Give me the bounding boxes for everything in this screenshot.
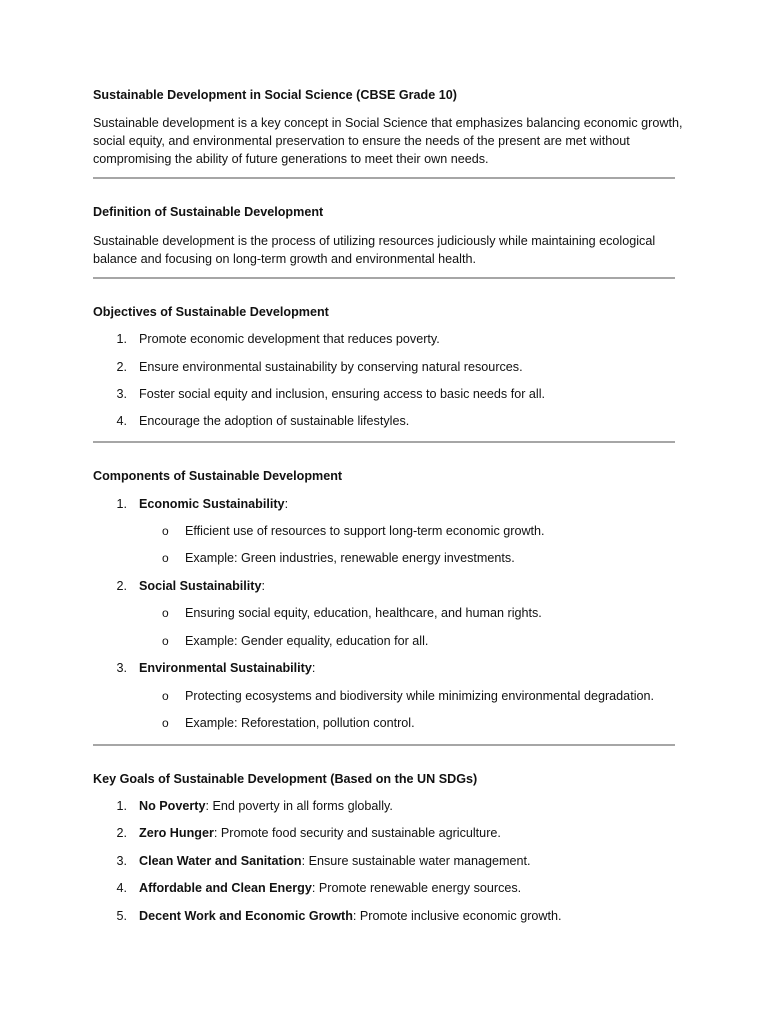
goals-heading: Key Goals of Sustainable Development (Based on the UN SDGs) bbox=[93, 772, 478, 786]
item-text: : End poverty in all forms globally. bbox=[205, 799, 393, 813]
list-item bbox=[139, 854, 531, 868]
item-title: Decent Work and Economic Growth bbox=[139, 909, 353, 923]
bullet-icon: o bbox=[162, 606, 169, 620]
intro-paragraph: Sustainable development is a key concept in Social Science that emphasizes balancing economic growth, social equity, and environmental preservation to ensure the needs of the present are met without compromising the ability of future generations to meet their own needs. bbox=[93, 116, 683, 166]
section-divider bbox=[93, 744, 675, 746]
item-title: Social Sustainability bbox=[139, 579, 262, 593]
sub-item: Efficient use of resources to support long-term economic growth. bbox=[185, 524, 545, 538]
list-number: 1. bbox=[116, 497, 127, 511]
document-title: Sustainable Development in Social Science (CBSE Grade 10) bbox=[93, 88, 457, 102]
item-suffix: : bbox=[284, 497, 289, 511]
definition-heading: Definition of Sustainable Development bbox=[93, 205, 324, 219]
list-item bbox=[139, 909, 562, 923]
objectives-heading: Objectives of Sustainable Development bbox=[93, 305, 329, 319]
list-item: Foster social equity and inclusion, ensuring access to basic needs for all. bbox=[139, 387, 546, 401]
list-number: 1. bbox=[116, 799, 127, 813]
list-item bbox=[139, 881, 521, 895]
section-divider bbox=[93, 177, 675, 179]
bullet-icon: o bbox=[162, 634, 169, 648]
item-suffix: : bbox=[261, 579, 265, 593]
item-title: Affordable and Clean Energy bbox=[139, 881, 312, 895]
bullet-icon: o bbox=[162, 716, 169, 730]
item-text: : Promote inclusive economic growth. bbox=[352, 909, 562, 923]
list-item bbox=[139, 799, 393, 813]
components-heading: Components of Sustainable Development bbox=[93, 469, 343, 483]
list-item: Ensure environmental sustainability by conserving natural resources. bbox=[139, 360, 523, 374]
list-number: 2. bbox=[116, 579, 127, 593]
bullet-icon: o bbox=[162, 551, 169, 565]
item-suffix: : bbox=[311, 661, 316, 675]
list-number: 5. bbox=[116, 909, 127, 923]
item-title: Zero Hunger bbox=[139, 826, 214, 840]
item-text: : Ensure sustainable water management. bbox=[301, 854, 531, 868]
sub-item: Protecting ecosystems and biodiversity while minimizing environmental degradation. bbox=[185, 689, 654, 703]
list-number: 2. bbox=[116, 360, 127, 374]
list-item bbox=[139, 661, 315, 675]
list-number: 3. bbox=[116, 854, 127, 868]
bullet-icon: o bbox=[162, 524, 169, 538]
list-number: 3. bbox=[116, 387, 127, 401]
item-title: Clean Water and Sanitation bbox=[139, 854, 302, 868]
item-text: : Promote food security and sustainable agriculture. bbox=[213, 826, 501, 840]
list-item: Promote economic development that reduces poverty. bbox=[139, 332, 440, 346]
list-number: 4. bbox=[116, 881, 127, 895]
list-item bbox=[139, 826, 501, 840]
item-title: No Poverty bbox=[139, 799, 206, 813]
list-item: Encourage the adoption of sustainable lifestyles. bbox=[139, 414, 410, 428]
definition-paragraph: Sustainable development is the process of utilizing resources judiciously while maintaining ecological balance and focusing on long-term growth and environmental health. bbox=[93, 234, 656, 266]
sub-item: Example: Reforestation, pollution control. bbox=[185, 716, 415, 730]
list-number: 1. bbox=[116, 332, 127, 346]
sub-item: Example: Green industries, renewable energy investments. bbox=[185, 551, 515, 565]
list-number: 2. bbox=[116, 826, 127, 840]
section-divider bbox=[93, 441, 675, 443]
list-number: 4. bbox=[116, 414, 127, 428]
section-divider bbox=[93, 277, 675, 279]
item-title: Environmental Sustainability bbox=[139, 661, 312, 675]
bullet-icon: o bbox=[162, 689, 169, 703]
sub-item: Example: Gender equality, education for all. bbox=[185, 634, 429, 648]
list-number: 3. bbox=[116, 661, 127, 675]
item-text: : Promote renewable energy sources. bbox=[311, 881, 522, 895]
sub-item: Ensuring social equity, education, healthcare, and human rights. bbox=[185, 606, 542, 620]
list-item bbox=[139, 497, 288, 511]
list-item bbox=[139, 579, 265, 593]
item-title: Economic Sustainability bbox=[139, 497, 285, 511]
